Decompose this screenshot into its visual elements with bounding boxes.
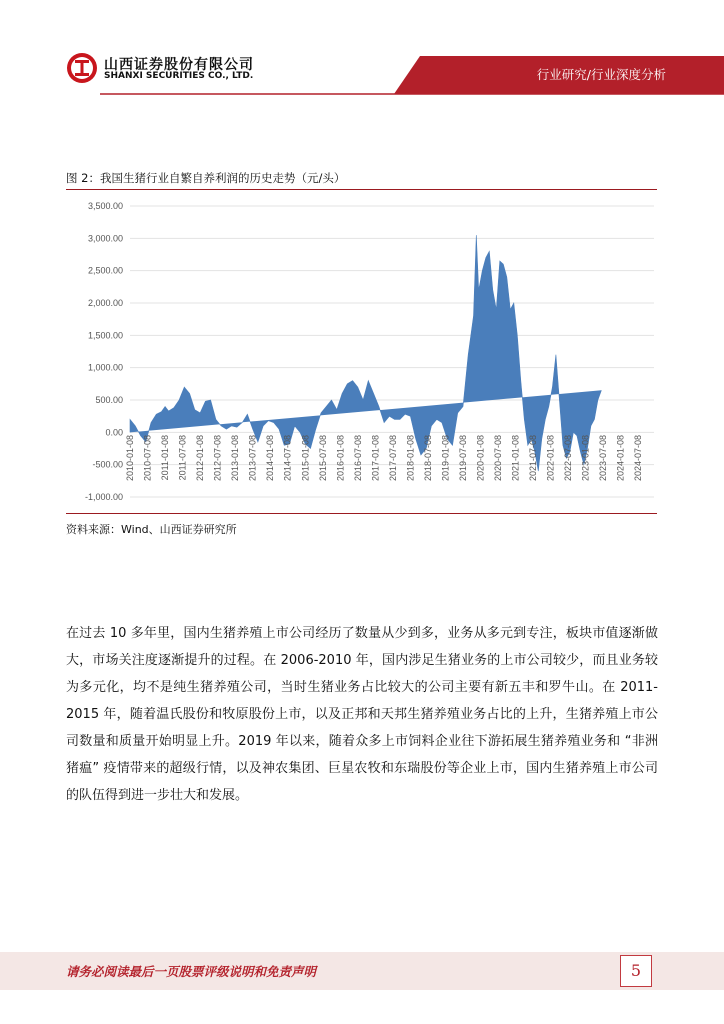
y-tick-label: 1,000.00: [87, 362, 123, 373]
body-paragraph: 在过去 10 多年里，国内生猪养殖上市公司经历了数量从少到多，业务从多元到专注，板块市值逐渐做大，市场关注度逐渐提升的过程。在 2006-2010 年，国内涉足生猪业务的上市公司较少，而且业务较为多元化，均不是纯生猪养殖公司，当时生猪业务占比较大的公司主要有新五丰和罗牛山。在 2011-2015 年，随着温氏股份和牧原股份上市，以及正邦和天邦生猪养殖业务占比的上升，生猪养殖上市公司数量和质量开始明显上升。2019 年以来，随着众多上市饲料企业往下游拓展生猪养殖业务和 “非洲猪瘟” 疫情带来的超级行情，以及神农集团、巨星农牧和东瑞股份等企业上市，国内生猪养殖上市公司的队伍得到进一步壮大和发展。: [66, 626, 658, 803]
x-tick-label: 2015-01-08: [300, 435, 311, 482]
x-tick-label: 2016-01-08: [335, 435, 346, 482]
x-tick-label: 2020-07-08: [493, 435, 504, 482]
company-name-en: SHANXI SECURITIES CO., LTD.: [104, 71, 254, 81]
x-tick-label: 2012-07-08: [212, 435, 223, 482]
x-tick-label: 2021-01-08: [510, 435, 521, 482]
header-band: [0, 0, 724, 100]
y-tick-label: 500.00: [95, 395, 123, 405]
x-tick-label: 2012-01-08: [195, 435, 206, 482]
x-tick-label: 2019-07-08: [457, 435, 468, 482]
y-tick-label: 0.00: [105, 427, 123, 438]
x-tick-label: 2010-07-08: [142, 435, 153, 482]
y-tick-label: 2,500.00: [87, 265, 123, 276]
y-tick-label: 3,000.00: [87, 233, 123, 244]
figure-rule-bottom: [66, 513, 657, 514]
page-header: [0, 0, 724, 100]
disclaimer-note: 请务必阅读最后一页股票评级说明和免责声明: [66, 964, 317, 979]
chart-x-tick-labels: [125, 435, 643, 481]
figure-source: 资料来源：Wind、山西证券研究所: [66, 523, 237, 536]
x-tick-label: 2024-07-08: [633, 435, 644, 482]
x-tick-label: 2023-01-08: [580, 435, 591, 482]
y-tick-label: 3,500.00: [87, 201, 123, 211]
y-tick-label: -500.00: [92, 459, 123, 470]
x-tick-label: 2019-01-08: [440, 435, 451, 482]
x-tick-label: 2023-07-08: [598, 435, 609, 482]
x-tick-label: 2014-01-08: [265, 435, 276, 482]
company-logo-icon: [66, 52, 98, 84]
y-tick-label: 1,500.00: [87, 330, 123, 341]
profit-history-chart: [66, 190, 657, 513]
x-tick-label: 2016-07-08: [352, 435, 363, 482]
x-tick-label: 2018-07-08: [422, 435, 433, 482]
x-tick-label: 2017-07-08: [387, 435, 398, 482]
y-tick-label: -1,000.00: [84, 492, 123, 502]
x-tick-label: 2021-07-08: [528, 434, 539, 482]
x-tick-label: 2022-07-08: [563, 435, 574, 482]
x-tick-label: 2014-07-08: [282, 435, 293, 482]
report-category: 行业研究/行业深度分析: [536, 67, 666, 82]
x-tick-label: 2013-07-08: [247, 435, 258, 482]
x-tick-label: 2011-07-08: [177, 435, 188, 481]
x-tick-label: 2018-01-08: [405, 435, 416, 482]
x-tick-label: 2022-01-08: [545, 435, 556, 482]
x-tick-label: 2011-01-08: [160, 435, 171, 481]
x-tick-label: 2013-01-08: [230, 435, 241, 482]
page-number: 5: [620, 955, 652, 987]
y-tick-label: 2,000.00: [87, 298, 123, 308]
x-tick-label: 2010-01-08: [125, 435, 135, 482]
x-tick-label: 2024-01-08: [615, 435, 626, 482]
x-tick-label: 2020-01-08: [475, 435, 486, 482]
chart-y-tick-labels: [85, 201, 123, 502]
x-tick-label: 2017-01-08: [370, 435, 381, 482]
company-name-cn: 山西证券股份有限公司: [104, 57, 254, 73]
figure-title: 图 2：我国生猪行业自繁自养利润的历史走势（元/头）: [66, 171, 346, 185]
x-tick-label: 2015-07-08: [317, 435, 328, 482]
